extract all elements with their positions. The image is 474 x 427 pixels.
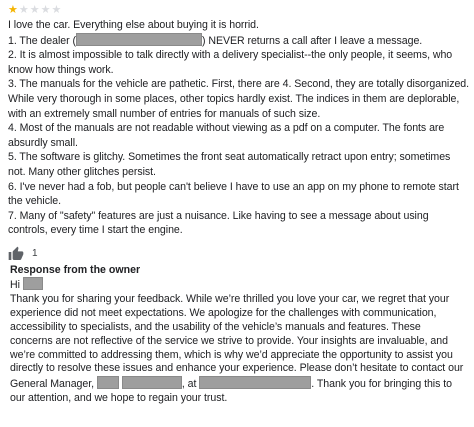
star-icon: ★ xyxy=(18,4,29,16)
owner-message-part-2: , at xyxy=(181,378,197,391)
review-point-6: 6. I've never had a fob, but people can't believe I have to use an app on my phone to remote start the vehicle. xyxy=(8,180,459,208)
review-point-5: 5. The software is glitchy. Sometimes the front seat automatically retract upon entry; sometimes not. Many other glitches persist. xyxy=(8,151,451,178)
owner-message-part-1: Thank you for sharing your feedback. While we’re thrilled you love your car, we regret that your experience did not meet expectations. We apologize for the challenges with communication, accessibility to specialists, and the usability of the vehicle’s manuals and features. These concerns are not reflective of the service we strive to provide. Your insights are invaluable, and we’re committed to addressing them, which is why we’d appreciate the opportunity to assist you directly to resolve these issues and enhance your experience. Please don’t hesitate to contact our General Manager, xyxy=(10,292,464,391)
review-point-2: 2. It is almost impossible to talk directly with a delivery specialist--the only people, it seems, who know how things work. xyxy=(8,49,453,76)
owner-greeting: Hi xyxy=(10,279,20,291)
review-intro: I love the car. Everything else about buying it is horrid. xyxy=(8,19,259,31)
like-count: 1 xyxy=(32,248,38,260)
owner-greeting-line xyxy=(10,277,465,293)
review-text xyxy=(8,18,470,238)
owner-response xyxy=(10,263,465,406)
review-point-3: 3. The manuals for the vehicle are pathetic. First, there are 4. Second, they are totally disorganized. While very thorough in some places, other topics hardly exist. The indices in them are deplorable, with an extremely small number of entries for manuals of such size. xyxy=(8,78,470,120)
redacted-manager-first-name xyxy=(97,376,119,389)
star-icon: ★ xyxy=(29,4,40,16)
owner-message xyxy=(10,293,465,406)
redacted-dealer-name xyxy=(76,33,202,46)
like-row xyxy=(8,246,470,262)
review-point-1 xyxy=(8,33,470,49)
review-card xyxy=(8,4,470,262)
review-point-1-start: 1. The dealer ( xyxy=(8,34,76,47)
review-point-1-end: ) NEVER returns a call after I leave a message. xyxy=(201,34,423,47)
review-point-4: 4. Most of the manuals are not readable without viewing as a pdf on a computer. The fonts are absurdly small. xyxy=(8,122,445,149)
owner-response-text xyxy=(10,277,465,406)
review-point-7: 7. Many of "safety" features are just a nuisance. Like having to see a message about using controls, every time I start the engine. xyxy=(8,209,429,237)
star-icon: ★ xyxy=(8,4,18,16)
redacted-reviewer-name xyxy=(23,277,43,290)
owner-message-part-3: . Thank you for bringing this to our attention, and we hope to regain your trust. xyxy=(10,378,452,405)
star-rating xyxy=(8,4,470,16)
owner-response-title: Response from the owner xyxy=(10,264,141,276)
redacted-manager-last-name xyxy=(122,376,182,389)
star-icon: ★ xyxy=(40,4,51,16)
redacted-contact-info xyxy=(199,376,311,389)
thumbs-up-icon[interactable] xyxy=(8,246,24,262)
star-icon: ★ xyxy=(51,4,62,16)
